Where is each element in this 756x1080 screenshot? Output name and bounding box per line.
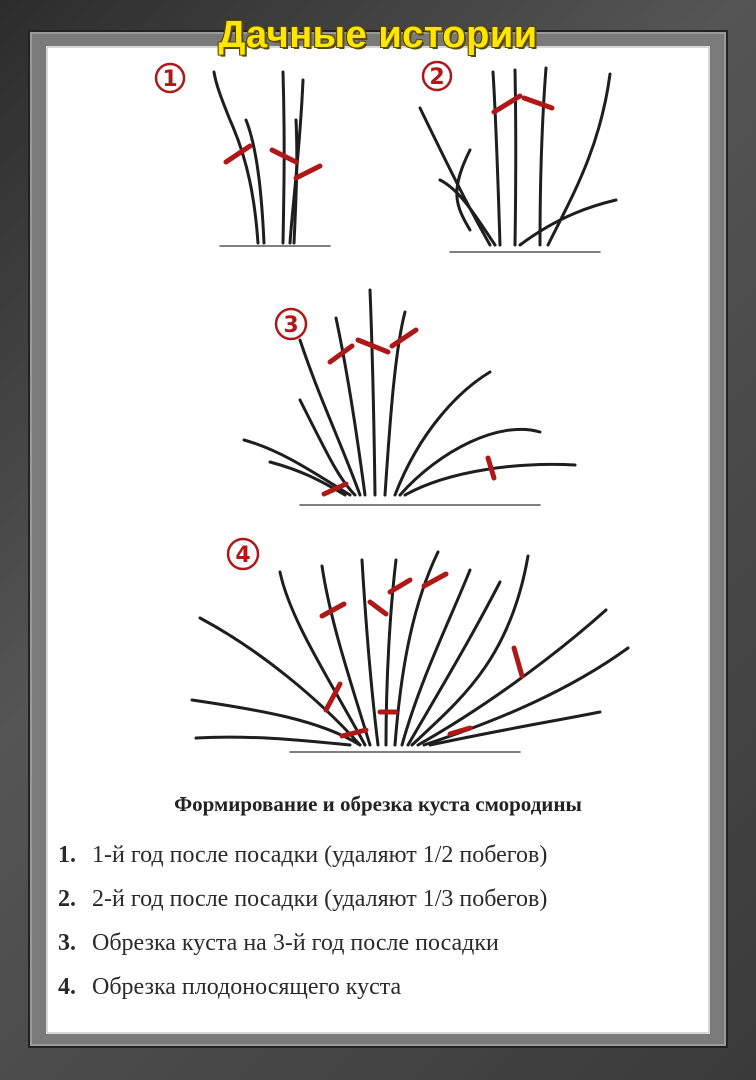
- step-1: [58, 842, 708, 886]
- step-2-number: 2.: [58, 886, 76, 912]
- stage-1-badge: [156, 64, 184, 92]
- step-3-number: 3.: [58, 930, 76, 956]
- step-4: [58, 974, 708, 1018]
- step-2: [58, 886, 708, 930]
- site-title: Дачные истории: [218, 14, 538, 56]
- steps-list: [58, 842, 708, 1018]
- stage-4-badge: [228, 539, 258, 569]
- stage-4-number: 4: [235, 543, 251, 568]
- stage-1-number: 1: [162, 67, 178, 92]
- step-4-text: Обрезка плодоносящего куста: [92, 974, 402, 1000]
- diagram-caption: Формирование и обрезка куста смородины: [174, 792, 582, 816]
- stage-3-number: 3: [283, 313, 299, 338]
- step-3: [58, 930, 708, 974]
- stage-2-badge: [423, 62, 451, 90]
- stage-3-badge: [276, 309, 306, 339]
- stage-2-number: 2: [429, 65, 445, 90]
- step-2-text: 2-й год после посадки (удаляют 1/3 побегов): [92, 886, 548, 912]
- step-1-number: 1.: [58, 842, 76, 868]
- step-1-text: 1-й год после посадки (удаляют 1/2 побегов): [92, 842, 548, 868]
- step-4-number: 4.: [58, 974, 76, 1000]
- step-3-text: Обрезка куста на 3-й год после посадки: [92, 930, 499, 956]
